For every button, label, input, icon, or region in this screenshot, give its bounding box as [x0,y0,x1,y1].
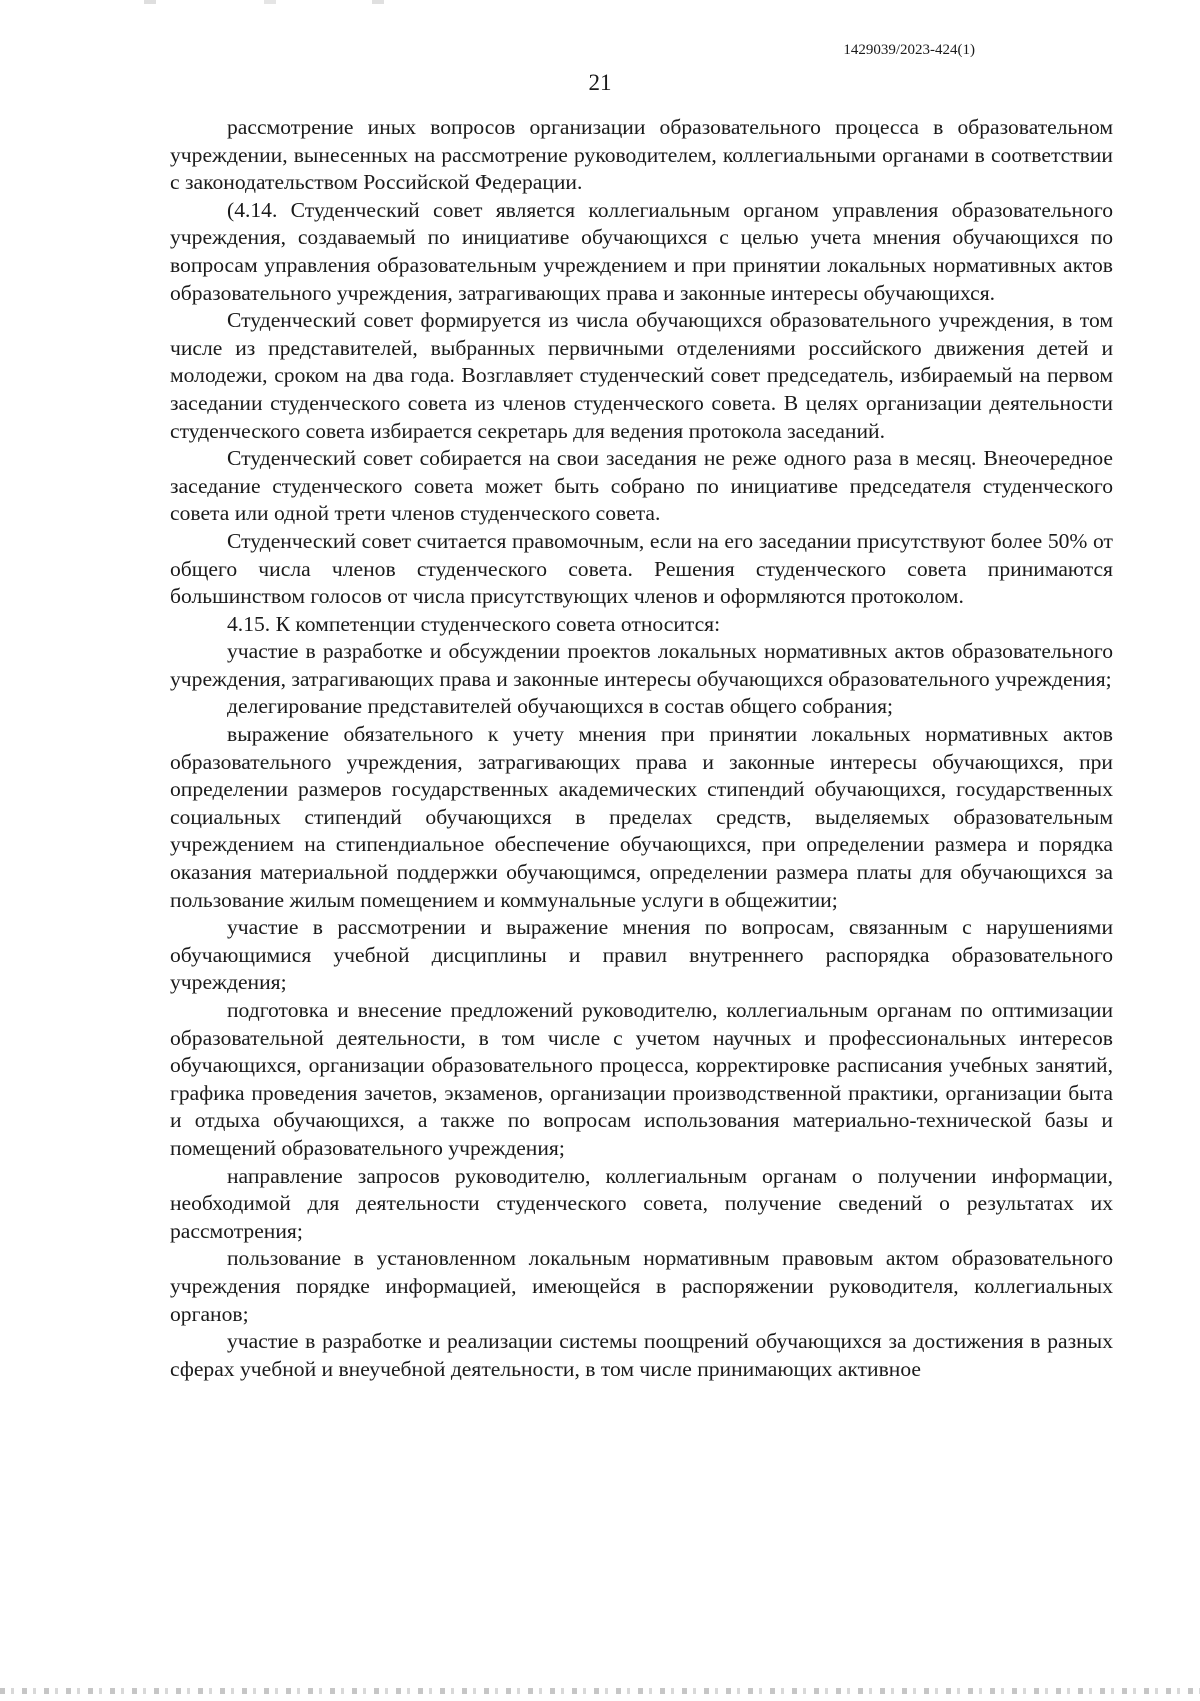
scan-edge-bottom [0,1688,1200,1694]
paragraph-council-meetings: Студенческий совет собирается на свои заседания не реже одного раза в месяц. Внеочередное заседание студенческого совета может быть собрано по инициативе председателя студенческого совета или одной трети членов студенческого совета. [170,446,1113,526]
list-item-incentive-system: участие в разработке и реализации системы поощрений обучающихся за достижения в разных сферах учебной и внеучебной деятельности, в том числе принимающих активное [170,1329,1113,1381]
document-registration-number: 1429039/2023-424(1) [843,42,975,58]
document-body [170,114,1113,1383]
paragraph-council-formation: Студенческий совет формируется из числа обучающихся образовательного учреждения, в том числе из представителей, выбранных первичными отделениями российского движения детей и молодежи, сроком на два года. Возглавляет студенческий совет председатель, избираемый на первом заседании студенческого совета из членов студенческого совета. В целях организации деятельности студенческого совета избирается секретарь для ведения протокола заседаний. [170,308,1113,443]
list-item-information-use: пользование в установленном локальным нормативным правовым актом образовательного учреждения порядке информацией, имеющейся в распоряжении руководителя, коллегиальных органов; [170,1246,1113,1326]
paragraph-4-15-competence-heading: 4.15. К компетенции студенческого совета относится: [227,611,721,636]
list-item-delegation: делегирование представителей обучающихся в состав общего собрания; [227,694,894,719]
list-item-information-requests: направление запросов руководителю, коллегиальным органам о получении информации, необходимой для деятельности студенческого совета, получение сведений о результатах их рассмотрения; [170,1163,1113,1243]
list-item-proposals: подготовка и внесение предложений руководителю, коллегиальным органам по оптимизации образовательной деятельности, в том числе с учетом научных и профессиональных интересов обучающихся, организации образовательного процесса, корректировке расписания учебных занятий, графика проведения зачетов, экзаменов, организации производственной практики, организации быта и отдыха обучающихся, а также по вопросам использования материально-технической базы и помещений образовательного учреждения; [170,998,1113,1160]
page-number: 21 [588,70,612,95]
paragraph-council-quorum: Студенческий совет считается правомочным, если на его заседании присутствуют более 50% от общего числа членов студенческого совета. Решения студенческого совета принимаются большинством голосов от числа присутствующих членов и оформляются протоколом. [170,528,1113,609]
scan-edge-top [0,0,1200,4]
list-item-mandatory-opinion: выражение обязательного к учету мнения при принятии локальных нормативных актов образовательного учреждения, затрагивающих права и законные интересы обучающихся, при определении размеров государственных академических стипендий обучающихся, государственных социальных стипендий обучающихся в пределах средств, выделяемых образовательным учреждением на стипендиальное обеспечение обучающихся, при определении размера и порядка оказания материальной поддержки обучающимся, определении размера платы для обучающихся за пользование жилым помещением и коммунальные услуги в общежитии; [170,722,1113,912]
list-item-discipline-review: участие в рассмотрении и выражение мнения по вопросам, связанным с нарушениями обучающимися учебной дисциплины и правил внутреннего распорядка образовательного учреждения; [170,915,1113,995]
paragraph-4-14-student-council: (4.14. Студенческий совет является коллегиальным органом управления образовательного учреждения, создаваемый по инициативе обучающихся с целью учета мнения обучающихся по вопросам управления образовательным учреждением и при принятии локальных нормативных актов образовательного учреждения, затрагивающих права и законные интересы обучающихся. [170,197,1113,305]
list-item-local-acts-participation: участие в разработке и обсуждении проектов локальных нормативных актов образовательного учреждения, затрагивающих права и законные интересы обучающихся образовательного учреждения; [170,639,1113,691]
paragraph-other-questions: рассмотрение иных вопросов организации образовательного процесса в образовательном учреждении, вынесенных на рассмотрение руководителем, коллегиальными органами в соответствии с законодательством Российской Федерации. [170,115,1113,195]
